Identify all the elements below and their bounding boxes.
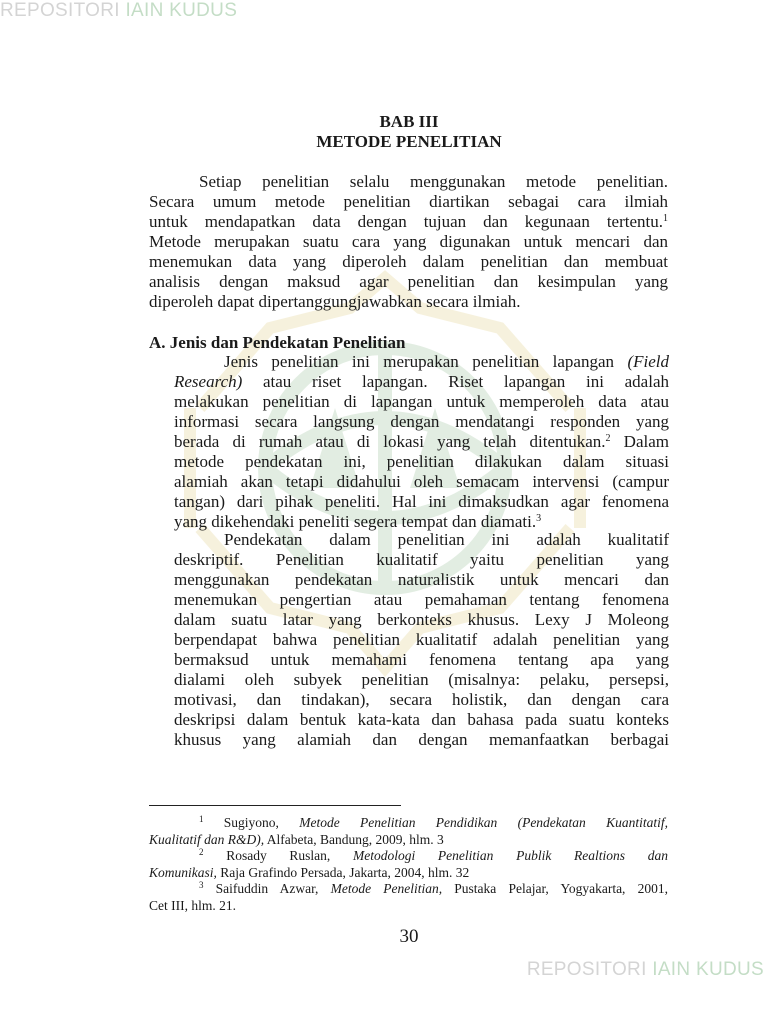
- p2-line-4: informasi secara langsung dengan mendatangi responden yang: [174, 412, 669, 431]
- p2-line-7: alamiah akan tetapi didahului oleh semacam intervensi (campur: [174, 472, 669, 491]
- intro-line-1: Setiap penelitian selalu menggunakan metode penelitian.: [199, 172, 668, 191]
- footnote-1-line-2: [149, 832, 444, 847]
- watermark-bottom: [527, 959, 764, 981]
- p2-line-1: [174, 352, 669, 372]
- chapter-number: BAB III: [379, 112, 439, 131]
- p2-line-6: metode pendekatan ini, penelitian dilakukan dalam situasi: [174, 452, 669, 471]
- section-a-title: A. Jenis dan Pendekatan Penelitian: [149, 333, 406, 352]
- p2-line-5: [174, 432, 669, 452]
- p3-line-1: Pendekatan dalam penelitian ini adalah kualitatif: [224, 530, 669, 549]
- intro-line-3-text: untuk mendapatkan data dengan tujuan dan kegunaan tertentu.: [149, 212, 663, 231]
- p3-line-7: bermaksud untuk memahami fenomena tentang apa yang: [174, 650, 669, 669]
- footnote-2-author: Rosady Ruslan,: [203, 848, 353, 863]
- watermark-bottom-part2: IAIN KUDUS: [652, 959, 764, 980]
- p2-line-8: tangan) dari pihak peneliti. Hal ini dimaksudkan agar fenomena: [174, 492, 669, 511]
- footnote-2-line-2: [149, 865, 469, 880]
- watermark-top: [0, 0, 237, 22]
- p3-line-11: khusus yang alamiah dan dengan memanfaatkan berbagai: [174, 730, 669, 749]
- p2-line-5-tail: Dalam: [610, 432, 669, 451]
- intro-line-7: diperoleh dapat dipertanggungjawabkan secara ilmiah.: [149, 292, 521, 311]
- section-a-paragraph-1: [174, 352, 669, 532]
- footnote-2-rest: Raja Grafindo Persada, Jakarta, 2004, hlm. 32: [216, 865, 470, 880]
- p2-line-2-text: atau riset lapangan. Riset lapangan ini adalah: [242, 372, 669, 391]
- intro-line-5: menemukan data yang diperoleh dalam penelitian dan membuat: [149, 252, 668, 271]
- intro-line-6: analisis dengan maksud agar penelitian dan kesimpulan yang: [149, 272, 668, 291]
- intro-line-2: Secara umum metode penelitian diartikan sebagai cara ilmiah: [149, 192, 668, 211]
- p3-line-8: dialami oleh subyek penelitian (misalnya: pelaku, persepsi,: [174, 670, 669, 689]
- p3-line-9: motivasi, dan tindakan), secara holistik, dan dengan cara: [174, 690, 669, 709]
- section-a-paragraph-2: [174, 530, 669, 750]
- p2-line-9-text: yang dikehendaki peneliti segera tempat dan diamati.: [174, 512, 537, 531]
- footnote-ref-1: 1: [663, 213, 668, 224]
- footnote-1-title-2: Kualitatif dan R&D),: [149, 832, 265, 847]
- footnote-1-rest: Alfabeta, Bandung, 2009, hlm. 3: [264, 832, 444, 847]
- p2-line-1-text: Jenis penelitian ini merupakan penelitian lapangan: [224, 352, 628, 371]
- footnote-3-author: Saifuddin Azwar,: [203, 881, 331, 896]
- footnote-2-number: 2: [199, 847, 204, 857]
- watermark-top-part1: REPOSITORI: [0, 0, 120, 21]
- watermark-bottom-part1: REPOSITORI: [526, 959, 647, 980]
- footnote-3-line-2: Cet III, hlm. 21.: [149, 898, 236, 913]
- p3-line-5: dalam suatu latar yang berkonteks khusus. Lexy J Moleong: [174, 610, 669, 629]
- intro-paragraph: [149, 172, 668, 312]
- p2-line-5-text: berada di rumah atau di lokasi yang telah ditentukan.: [174, 432, 606, 451]
- footnote-3-number: 3: [199, 880, 204, 890]
- p3-line-2: deskriptif. Penelitian kualitatif yaitu penelitian yang: [174, 550, 669, 569]
- page-number: 30: [399, 926, 419, 947]
- footnote-2-title-2: Komunikasi,: [149, 865, 217, 880]
- footnote-1: [149, 814, 668, 848]
- p3-line-4: menemukan pengertian atau pemahaman tentang fenomena: [174, 590, 669, 609]
- footnote-2-title: Metodologi Penelitian Publik Realtions dan: [352, 848, 668, 863]
- footnote-2: [149, 847, 668, 881]
- p3-line-3: menggunakan pendekatan naturalistik untuk mencari dan: [174, 570, 669, 589]
- footnote-1-line-1: [149, 814, 668, 831]
- footnote-3: [149, 880, 668, 914]
- footnote-ref-2: 2: [605, 433, 611, 444]
- footnote-3-rest-a: Pustaka Pelajar, Yogyakarta, 2001,: [442, 881, 668, 896]
- p3-line-10: deskripsi dalam bentuk kata-kata dan bahasa pada suatu konteks: [174, 710, 669, 729]
- footnote-1-title: Metode Penelitian Pendidikan (Pendekatan Kuantitatif,: [299, 815, 668, 830]
- p2-line-3: melakukan penelitian di lapangan untuk memperoleh data atau: [174, 392, 669, 411]
- footnote-1-number: 1: [199, 814, 204, 824]
- footnote-2-line-1: [149, 847, 668, 864]
- p2-line-2: [174, 372, 669, 392]
- p2-line-1-italic: (Field: [627, 352, 669, 371]
- intro-line-4: Metode merupakan suatu cara yang digunakan untuk mencari dan: [149, 232, 668, 251]
- footnote-3-line-1: [149, 880, 668, 897]
- intro-line-3: [149, 212, 668, 232]
- footnote-1-author: Sugiyono,: [203, 815, 300, 830]
- footnote-divider: [149, 805, 401, 806]
- p2-line-2-italic: Research): [174, 372, 243, 391]
- footnote-ref-3: 3: [536, 513, 542, 524]
- p3-line-6: berpendapat bahwa penelitian kualitatif adalah penelitian yang: [174, 630, 669, 649]
- chapter-title: METODE PENELITIAN: [316, 132, 502, 151]
- p2-line-9: [174, 512, 669, 532]
- watermark-top-part2: IAIN KUDUS: [125, 0, 238, 21]
- footnote-3-title: Metode Penelitian,: [330, 881, 443, 896]
